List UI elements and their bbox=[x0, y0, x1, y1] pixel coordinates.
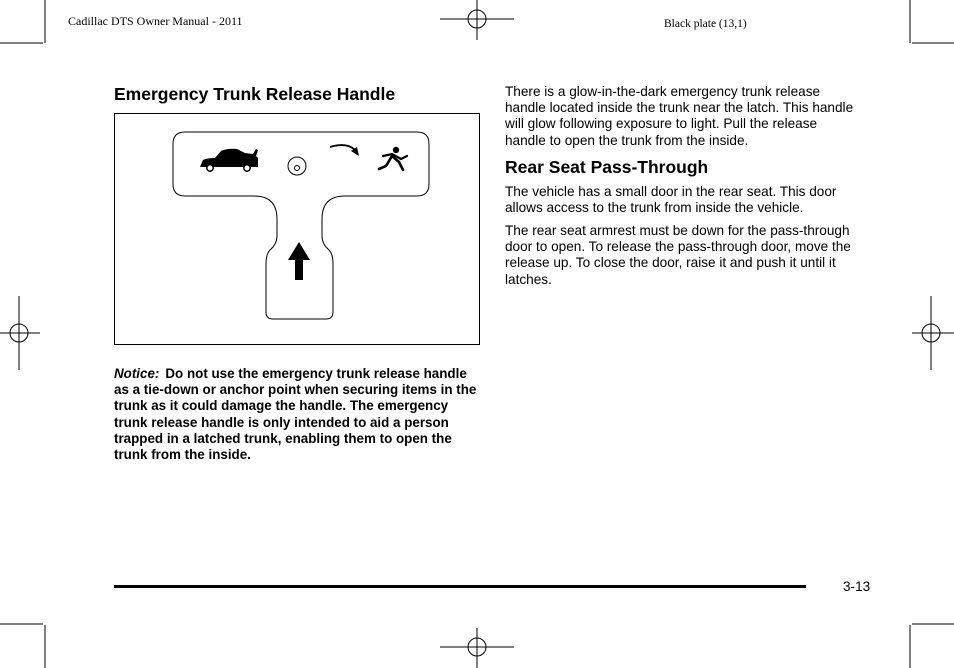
running-head-title: Cadillac DTS Owner Manual - 2011 bbox=[68, 14, 243, 28]
running-head-plate: Black plate (13,1) bbox=[664, 18, 747, 30]
trunk-release-description: There is a glow-in-the-dark emergency trunk release handle located inside the trunk near the latch. This handle will glow following exposure to light. Pull the release handle to open the trunk from the inside. bbox=[505, 84, 854, 148]
notice-text: Do not use the emergency trunk release handle as a tie-down or anchor point when securing items in the trunk as it could damage the handle. The emergency trunk release handle is only intended to aid a person trapped in a latched trunk, enabling them to open the trunk from the inside. bbox=[114, 366, 477, 463]
pass-through-paragraph-2: The rear seat armrest must be down for the pass-through door to open. To release the pass-through door, move the release up. To close the door, raise it and push it until it latches. bbox=[505, 223, 851, 287]
section-heading-trunk-release: Emergency Trunk Release Handle bbox=[114, 84, 396, 104]
registration-mark-icon bbox=[440, 628, 514, 668]
trunk-handle-illustration bbox=[115, 114, 479, 344]
pass-through-paragraph-1: The vehicle has a small door in the rear seat. This door allows access to the trunk from inside the vehicle. bbox=[505, 184, 837, 216]
running-person-icon bbox=[379, 147, 407, 170]
up-arrow-icon bbox=[288, 242, 310, 280]
latch-circle-icon bbox=[288, 157, 306, 175]
section-heading-pass-through: Rear Seat Pass-Through bbox=[505, 157, 709, 177]
footer-rule bbox=[114, 585, 806, 588]
trunk-release-handle-figure bbox=[114, 113, 480, 345]
notice-lead: Notice: bbox=[114, 366, 160, 381]
page-number: 3-13 bbox=[843, 579, 871, 594]
notice-paragraph bbox=[114, 366, 480, 463]
car-icon bbox=[200, 149, 258, 171]
registration-mark-icon bbox=[440, 0, 514, 40]
registration-mark-icon bbox=[912, 296, 954, 370]
curved-arrow-icon bbox=[330, 145, 359, 156]
registration-mark-icon bbox=[0, 296, 40, 370]
